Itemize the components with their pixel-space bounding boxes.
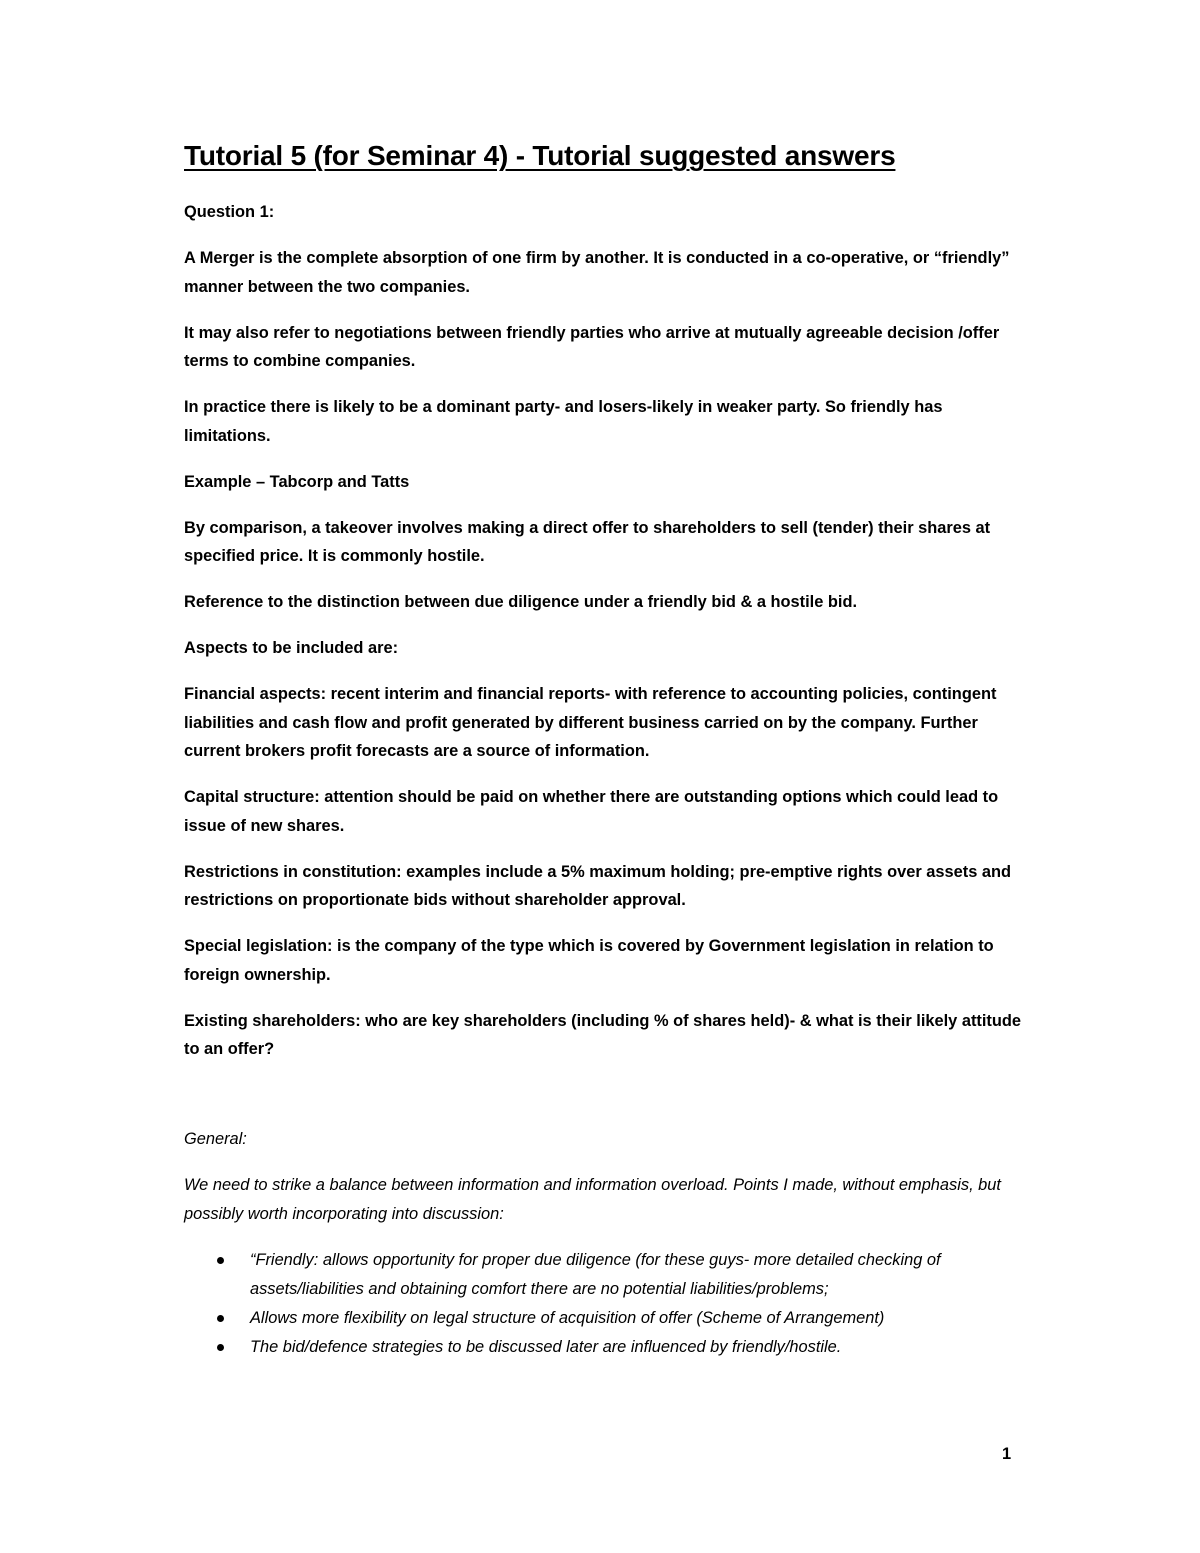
general-intro: We need to strike a balance between information and information overload. Points I made, without emphasis, but possibly worth incorporating into discussion: <box>184 1176 1001 1223</box>
paragraph-special-legislation: Special legislation: is the company of the type which is covered by Government legislation in relation to foreign ownership. <box>184 937 994 984</box>
list-item-text: The bid/defence strategies to be discussed later are influenced by friendly/hostile. <box>250 1337 842 1356</box>
question-heading: Question 1: <box>184 203 275 221</box>
bullet-icon <box>217 1315 224 1322</box>
list-item-text: Allows more flexibility on legal structure of acquisition of offer (Scheme of Arrangement) <box>250 1308 885 1327</box>
paragraph-financial-aspects: Financial aspects: recent interim and financial reports- with reference to accounting policies, contingent liabilities and cash flow and profit generated by different business carried on by the company. Further current brokers profit forecasts are a source of information. <box>184 685 997 760</box>
paragraph-due-diligence: Reference to the distinction between due diligence under a friendly bid & a hostile bid. <box>184 593 858 611</box>
section-spacer <box>184 1081 1029 1125</box>
page-number: 1 <box>1002 1445 1012 1463</box>
paragraph-capital-structure: Capital structure: attention should be paid on whether there are outstanding options which could lead to issue of new shares. <box>184 788 999 835</box>
paragraph-takeover: By comparison, a takeover involves making a direct offer to shareholders to sell (tender) their shares at specified price. It is commonly hostile. <box>184 518 991 565</box>
page-content <box>184 138 1029 1362</box>
bullet-icon <box>217 1257 224 1264</box>
paragraph-merger-definition: A Merger is the complete absorption of one firm by another. It is conducted in a co-operative, or “friendly” manner between the two companies. <box>184 249 1010 296</box>
list-item <box>184 1246 1029 1304</box>
list-item <box>184 1333 1029 1362</box>
list-item-text: “Friendly: allows opportunity for proper due diligence (for these guys- more detailed checking of assets/liabilities and obtaining comfort there are no potential liabilities/problems; <box>250 1250 941 1298</box>
document-title: Tutorial 5 (for Seminar 4) - Tutorial suggested answers <box>184 140 896 171</box>
paragraph-restrictions: Restrictions in constitution: examples include a 5% maximum holding; pre-emptive rights over assets and restrictions on proportionate bids without shareholder approval. <box>184 862 1012 909</box>
paragraph-aspects-heading: Aspects to be included are: <box>184 639 399 657</box>
bullet-icon <box>217 1344 224 1351</box>
paragraph-negotiations: It may also refer to negotiations between friendly parties who arrive at mutually agreeable decision /offer terms to combine companies. <box>184 323 1000 370</box>
paragraph-existing-shareholders: Existing shareholders: who are key shareholders (including % of shares held)- & what is their likely attitude to an offer? <box>184 1011 1022 1058</box>
general-bullet-list <box>184 1246 1029 1362</box>
general-heading: General: <box>184 1130 247 1148</box>
paragraph-dominant-party: In practice there is likely to be a dominant party- and losers-likely in weaker party. So friendly has limitations. <box>184 398 943 445</box>
paragraph-example: Example – Tabcorp and Tatts <box>184 472 410 491</box>
list-item <box>184 1304 1029 1333</box>
